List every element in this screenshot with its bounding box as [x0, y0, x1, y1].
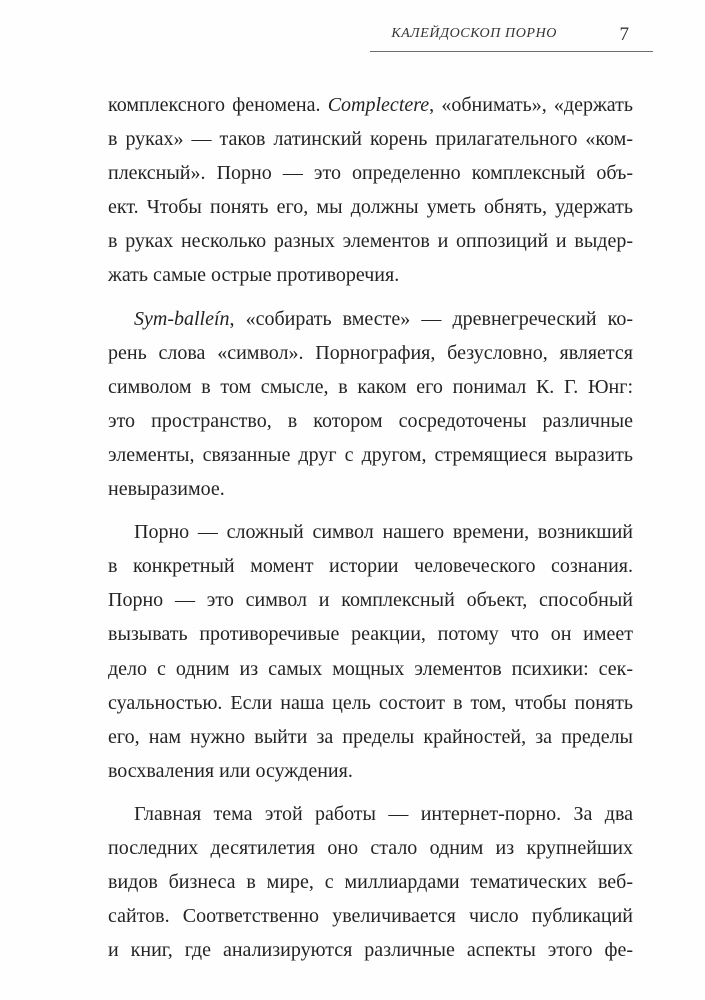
- text-line: [108, 190, 633, 224]
- text-line: [108, 549, 633, 583]
- header-rule: [370, 51, 653, 52]
- text-run: комплексного феномена.: [108, 94, 328, 116]
- paragraph: [108, 515, 633, 788]
- text-run: его, нам нужно выйти за пределы крайностей, за пределы: [108, 725, 633, 748]
- running-title: КАЛЕЙДОСКОП ПОРНО: [391, 26, 557, 41]
- text-run: ект. Чтобы понять его, мы должны уметь обнять, удержать: [108, 196, 633, 219]
- text-line: [108, 899, 633, 933]
- text-run: это пространство, в котором сосредоточены различные: [108, 409, 633, 432]
- text-run: , «собирать вместе» — древнегреческий ко-: [229, 307, 633, 330]
- text-run: невыразимое.: [108, 478, 225, 501]
- text-run: в конкретный момент истории человеческого сознания.: [108, 555, 633, 578]
- body-text: [108, 88, 633, 967]
- text-line: [108, 583, 633, 617]
- text-run: в руках» — таков латинский корень прилагательного «ком-: [108, 128, 633, 151]
- text-line: [108, 404, 633, 438]
- text-run: , «обнимать», «держать: [429, 94, 633, 116]
- text-run: рень слова «символ». Порнография, безусловно, является: [108, 341, 633, 364]
- page-number: 7: [619, 24, 629, 45]
- text-line: [108, 258, 633, 292]
- italic-term: Sym-balleín: [134, 307, 230, 330]
- text-line: [108, 370, 633, 404]
- text-run: элементы, связанные друг с другом, стремящиеся выразить: [108, 443, 633, 466]
- text-run: последних десятилетия оно стало одним из крупнейших: [108, 836, 633, 859]
- text-line: [108, 617, 633, 651]
- text-line: [108, 686, 633, 720]
- text-run: жать самые острые противоречия.: [108, 264, 400, 287]
- text-run: Порно — это символ и комплексный объект, способный: [108, 589, 633, 612]
- italic-term: Complectere: [327, 94, 430, 116]
- text-line: [108, 754, 633, 788]
- paragraph: [108, 88, 633, 293]
- text-run: Главная тема этой работы — интернет-порно. За два: [134, 802, 633, 825]
- text-run: восхваления или осуждения.: [108, 759, 353, 782]
- text-run: видов бизнеса в мире, с миллиардами тематических веб-: [108, 871, 633, 894]
- paragraph: [108, 797, 633, 967]
- text-line: [108, 720, 633, 754]
- text-run: вызывать противоречивые реакции, потому что он имеет: [108, 623, 633, 646]
- text-line: [108, 438, 633, 472]
- text-run: суальностью. Если наша цель состоит в том, чтобы понять: [108, 691, 633, 714]
- text-run: в руках несколько разных элементов и оппозиций и выдер-: [108, 230, 633, 253]
- text-run: символом в том смысле, в каком его понимал К. Г. Юнг:: [108, 375, 633, 398]
- text-line: [108, 797, 633, 831]
- text-run: сайтов. Соответственно увеличивается число публикаций: [108, 905, 633, 928]
- text-line: [108, 652, 633, 686]
- text-line: [108, 122, 633, 156]
- text-run: и книг, где анализируются различные аспекты этого фе-: [108, 939, 633, 962]
- text-line: [108, 515, 633, 549]
- text-line: [108, 472, 633, 506]
- text-line: [108, 336, 633, 370]
- text-line: [108, 224, 633, 258]
- paragraph: [108, 302, 633, 507]
- text-line: [108, 933, 633, 967]
- running-head: [0, 20, 705, 52]
- text-run: плексный». Порно — это определенно комплексный объ-: [108, 162, 633, 185]
- text-run: Порно — сложный символ нашего времени, возникший: [134, 521, 633, 544]
- text-line: [108, 302, 633, 336]
- text-line: [108, 156, 633, 190]
- text-run: дело с одним из самых мощных элементов психики: сек-: [108, 657, 633, 680]
- text-line: [108, 831, 633, 865]
- text-line: [108, 865, 633, 899]
- text-line: [108, 88, 633, 122]
